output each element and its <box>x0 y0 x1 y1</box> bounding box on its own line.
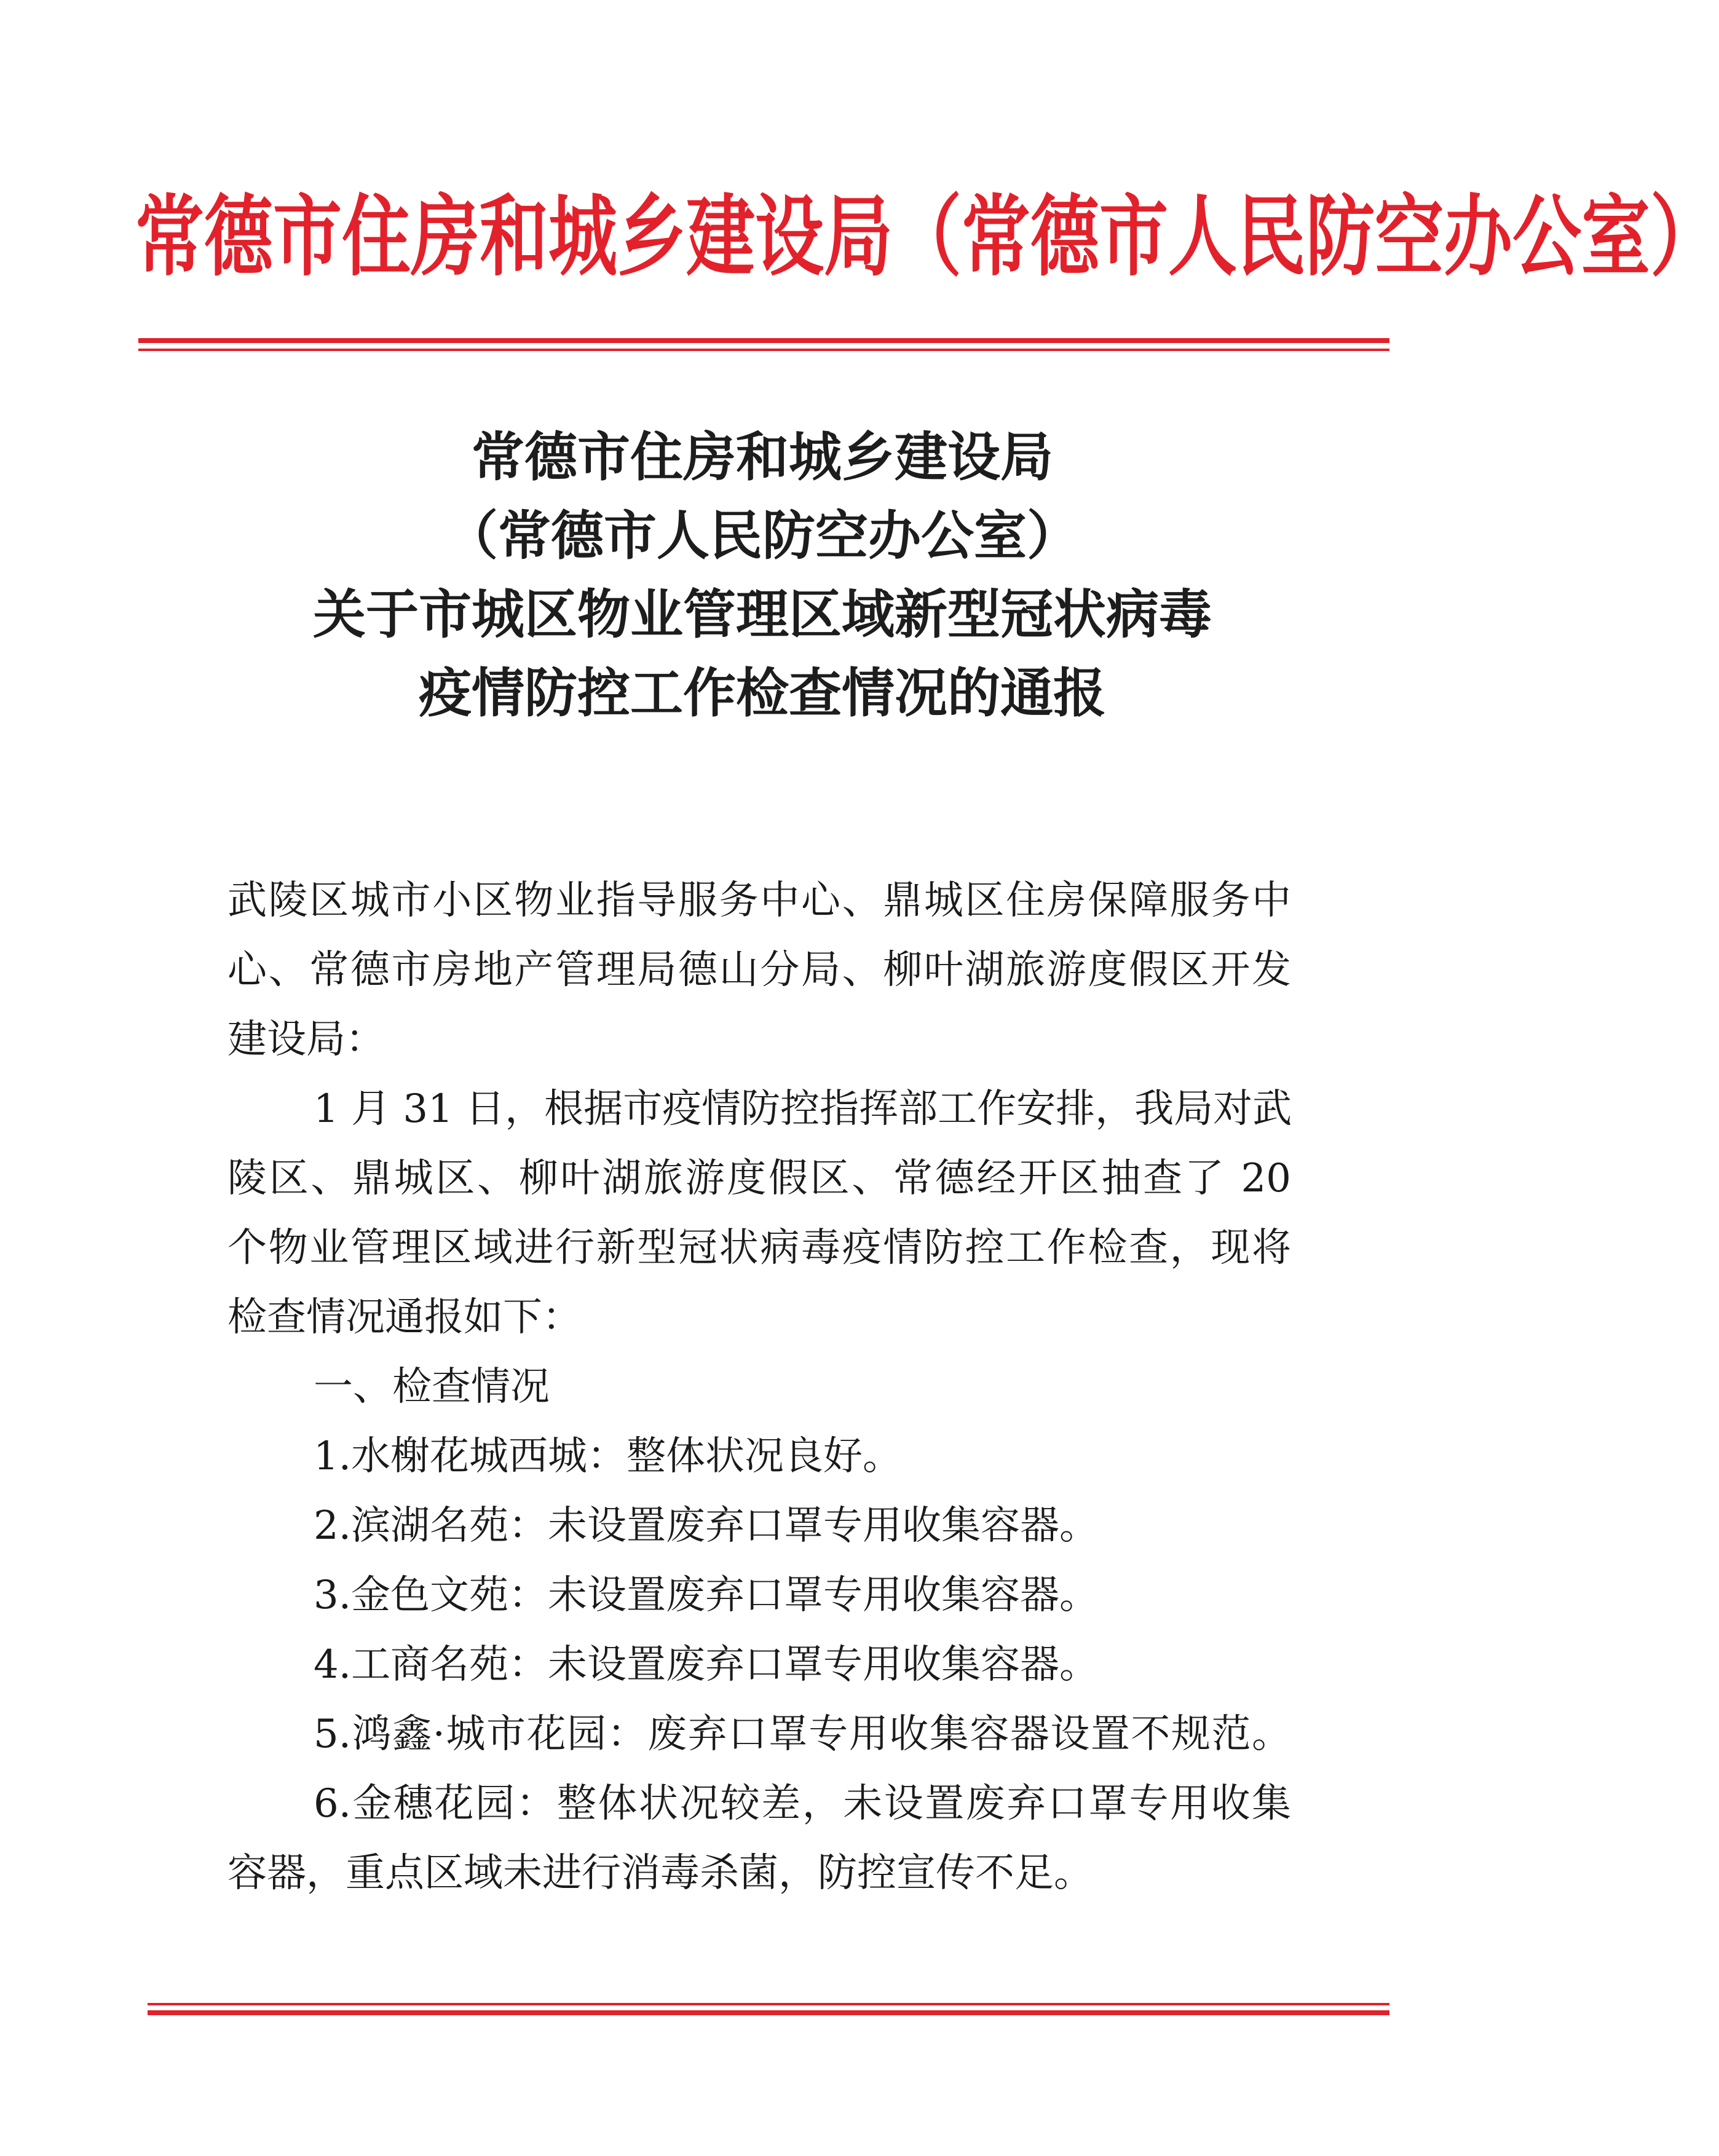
title-line-3: 关于市城区物业管理区域新型冠状病毒 <box>313 583 1212 646</box>
list-item: 4.工商名苑：未设置废弃口罩专用收集容器。 <box>314 1642 1099 1688</box>
list-item: 1.水榭花城西城：整体状况良好。 <box>314 1434 903 1479</box>
list-item-continuation: 容器，重点区域未进行消毒杀菌，防控宣传不足。 <box>227 1850 1093 1896</box>
list-item: 6.金穗花园：整体状况较差，未设置废弃口罩专用收集 <box>314 1781 1291 1826</box>
document-body <box>227 867 1291 1912</box>
addressee-line-1: 武陵区城市小区物业指导服务中心、鼎城区住房保障服务中 <box>227 878 1291 923</box>
intro-line-4: 检查情况通报如下： <box>227 1295 582 1340</box>
org-header: 常德市住房和城乡建设局（常德市人民防空办公室） <box>135 186 1719 289</box>
addressee-line-3: 建设局： <box>227 1017 385 1062</box>
intro-line-1: 1 月 31 日，根据市疫情防控指挥部工作安排，我局对武 <box>314 1086 1292 1132</box>
footer-rule-thick <box>148 2010 1389 2015</box>
intro-line-3: 个物业管理区域进行新型冠状病毒疫情防控工作检查，现将 <box>227 1225 1291 1271</box>
intro-line-2: 陵区、鼎城区、柳叶湖旅游度假区、常德经开区抽查了 20 <box>227 1156 1291 1201</box>
header-rule-thin <box>138 349 1389 351</box>
section-heading-inspection: 一、检查情况 <box>314 1364 550 1410</box>
list-item: 3.金色文苑：未设置废弃口罩专用收集容器。 <box>314 1573 1099 1618</box>
list-item: 5.鸿鑫·城市花园：废弃口罩专用收集容器设置不规范。 <box>314 1712 1291 1757</box>
title-line-4: 疫情防控工作检查情况的通报 <box>419 662 1106 724</box>
footer-rule-thin <box>148 2003 1389 2005</box>
addressee-line-2: 心、常德市房地产管理局德山分局、柳叶湖旅游度假区开发 <box>227 947 1291 993</box>
list-item: 2.滨湖名苑：未设置废弃口罩专用收集容器。 <box>314 1503 1099 1549</box>
title-line-1: 常德市住房和城乡建设局 <box>472 426 1053 488</box>
document-title <box>0 418 1525 733</box>
title-line-2: （常德市人民防空办公室） <box>445 505 1080 567</box>
header-rule-thick <box>138 338 1389 343</box>
